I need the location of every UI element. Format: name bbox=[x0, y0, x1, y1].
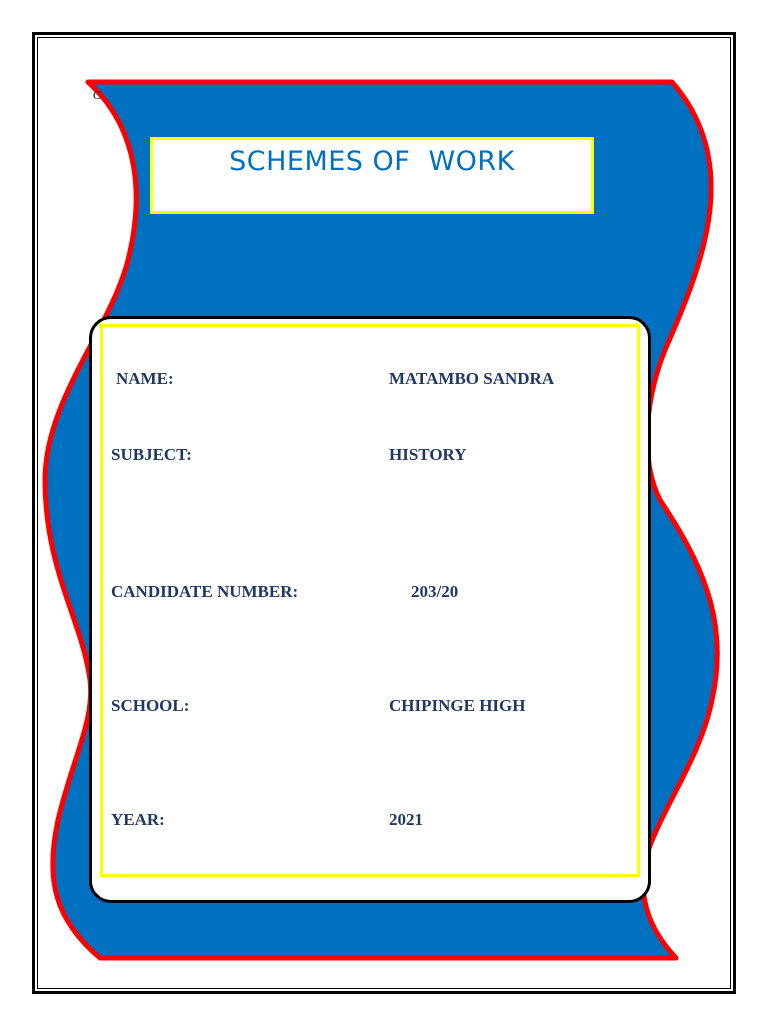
school-label: SCHOOL: bbox=[111, 696, 190, 715]
subject-label: SUBJECT: bbox=[111, 445, 192, 464]
subject-value: HISTORY bbox=[389, 445, 467, 464]
title-box bbox=[150, 137, 594, 214]
school-value: CHIPINGE HIGH bbox=[389, 696, 526, 715]
candidate-number-value: 203/20 bbox=[411, 582, 459, 601]
name-label: NAME: bbox=[116, 369, 174, 388]
corner-mark-text: C bbox=[93, 88, 101, 102]
document-title: SCHEMES OF WORK bbox=[229, 146, 515, 177]
candidate-number-label: CANDIDATE NUMBER: bbox=[111, 582, 299, 601]
year-value: 2021 bbox=[389, 810, 423, 829]
name-value: MATAMBO SANDRA bbox=[389, 369, 555, 388]
year-label: YEAR: bbox=[111, 810, 165, 829]
